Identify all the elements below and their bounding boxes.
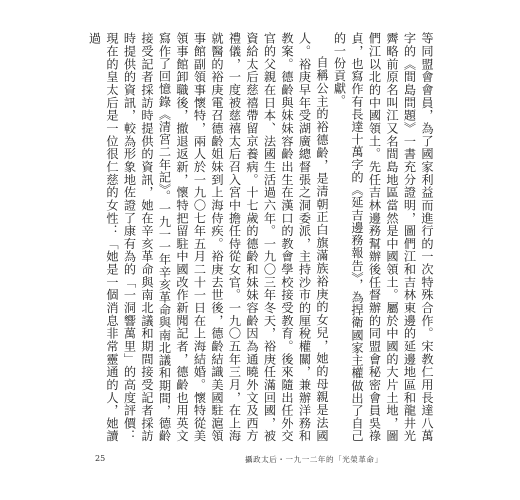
paragraph-1: 等同盟會會員，為了國家利益而進行的一次特殊合作。宋教仁用長達八萬字的《間島問題》一書充分證明，圖們江和吉林東邊的延邊地區和龍井光霽略前原名叫江又名間島地區當然是中國領土。屬於中國的大片土地，圖們江以北的中國領土。先任吉林邊務幫辦後任督辦的同盟會秘密會員吳祿貞，也寫作有長達十萬字的《延吉邊務報告》，為捍衛國家主權做出了自己的一份貢獻。 [332,32,434,442]
body-text [87,32,435,442]
paragraph-2: 自稱公主的裕德齡，是清朝正白旗滿族裕庚的女兒，她的母親是法國人。裕庚早年受湖廣總督張之洞委派，主持沙市的厘稅權關，兼辦洋務和教案。德齡與妹妹容齡出生在漢口的教會學校接受教育。後來隨出任外交官的父親在日本、法國生活過六年。一九〇三年冬天，裕庚任滿回國，被資給太后慈禧帶留京養病。十七歲的德齡和妹妹容齡因為通曉外文及西方禮儀，一度被慈禧太后召入宮中擔任侍從女官。一九〇五年三月，在上海就醫的裕庚電召德齡姐妹到上海侍疾。裕庚去世後，德齡結識美國駐滬領事館副領事懷特，兩人於一九〇七年五月二十一日在上海結婚。懷特從美領事館卸職後，撤退返新，懷特把留駐中國改作新聞記者，德齡也用英文寫作了回憶錄《清宮二年記》。一九一一年辛亥革命與南北議和期間，德齡接受記者採訪時提供的資訊，她在辛亥革命與南北議和期間接受記者採訪時提供的資訊，較為形象地佐證了康有為的「一洞響萬里」的高度評價：現在的皇太后是一位很仁慈的女性：「她是一個消息非常靈通的人，她讀過 [87,32,329,442]
page-number: 25 [95,454,106,463]
page-footer [95,452,435,468]
running-title: 攝政太后・一九一二年的「光榮革命」 [245,455,383,464]
